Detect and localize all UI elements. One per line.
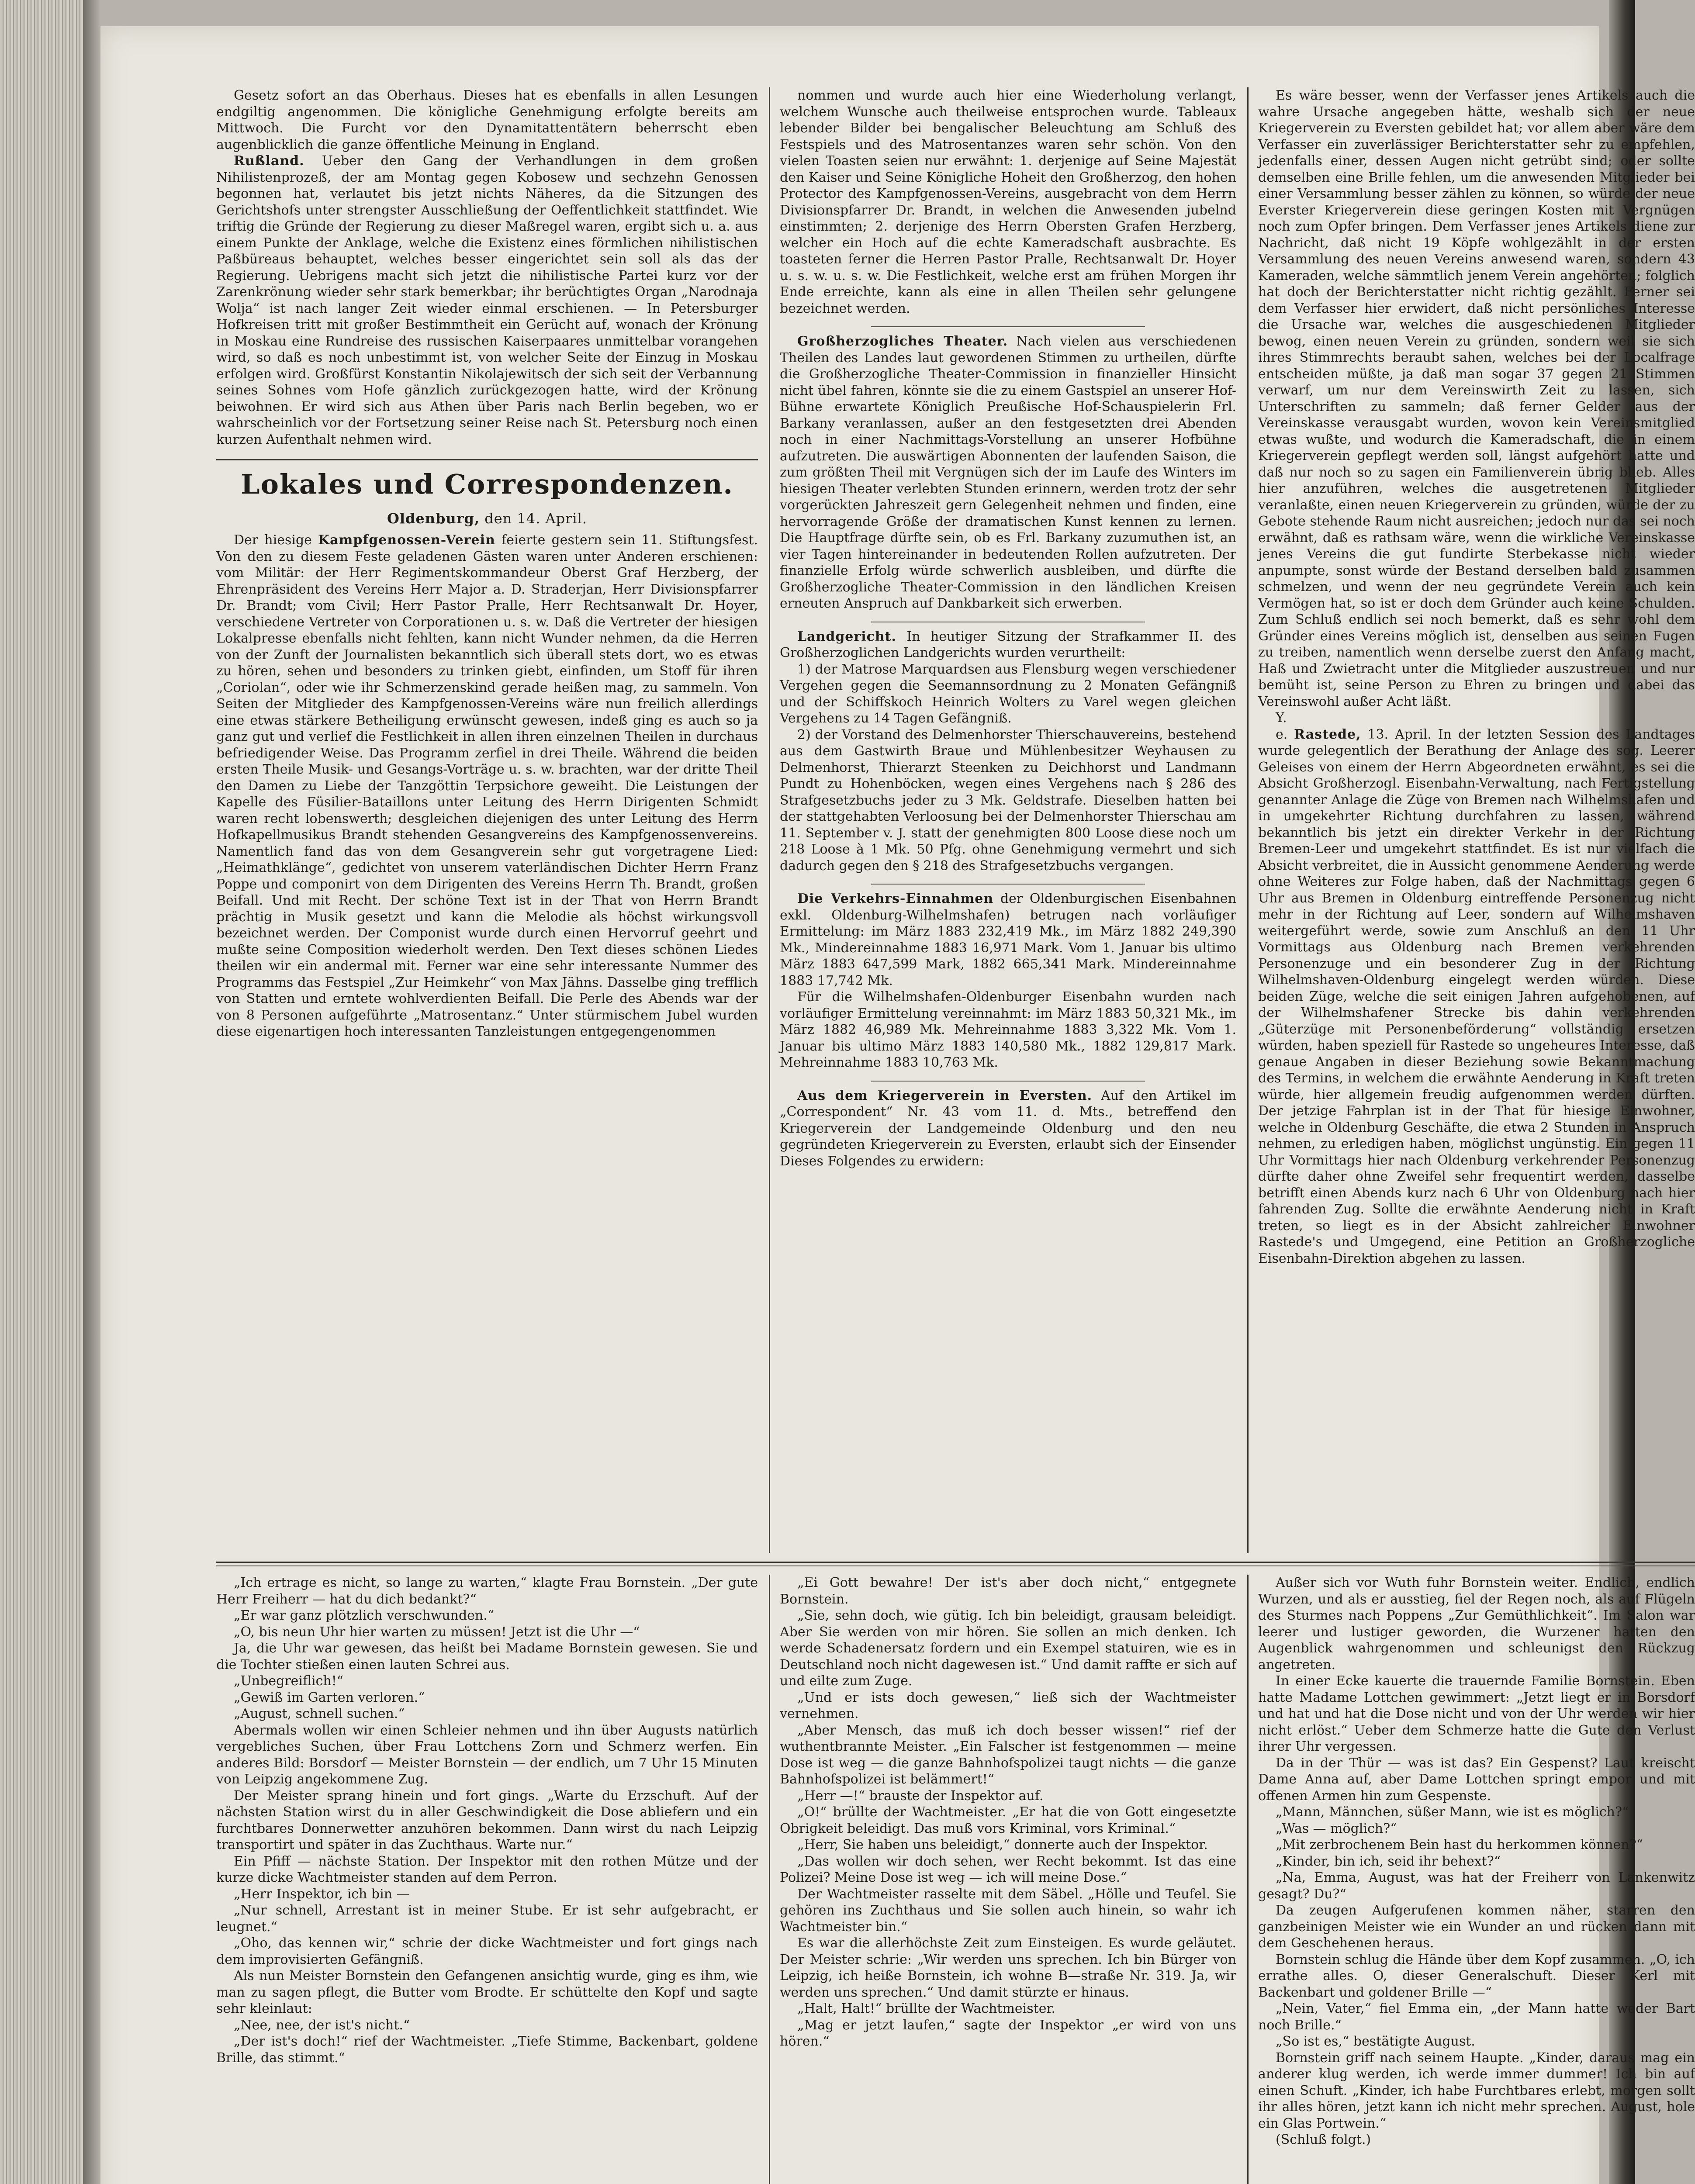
feuilleton-paragraph: „Gewiß im Garten verloren.“	[234, 1690, 425, 1705]
to-be-continued-note: (Schluß folgt.)	[1276, 2132, 1371, 2147]
feuilleton-paragraph: „Halt, Halt!“ brüllte der Wachtmeister.	[797, 2001, 1056, 2016]
england-article-end: Gesetz sofort an das Oberhaus. Dieses hat es ebenfalls in allen Lesungen endgiltig angenommen. Die königliche Genehmigung erfolgte bereits am Mittwoch. Die Furcht vor den Dynamitattentätern beherrscht eben augenblicklich die ganze öffentliche Meinung in England.	[216, 88, 758, 152]
landgericht-body: In heutiger Sitzung der Strafkammer II. des Großherzoglichen Landgerichts wurden verurtheilt:	[780, 629, 1236, 660]
rastede-heading: Rastede,	[1294, 726, 1361, 742]
kampfgenossen-article: Der hiesige Kampfgenossen-Verein feierte gestern sein 11. Stiftungsfest. Von den zu diesem Feste geladenen Gästen waren unter Anderen erschienen: vom Militär: der Herr Regimentskommandeur Oberst Graf Herzberg, der Ehrenpräsident des Vereins Herr Major a. D. Straderjan, Herr Divisionspfarrer Dr. Brandt; vom Civil; Herr Pastor Pralle, Herr Rechtsanwalt Dr. Hoyer, verschiedene Vertreter von Corporationen u. s. w. Daß die Vertreter der hiesigen Lokalpresse ebenfalls nicht fehlten, kann nicht Wunder nehmen, da die Herren von der Zunft der Journalisten bekanntlich sich überall stets dort, wo es etwas zu hören, sehen und besonders zu trinken giebt, einfinden, um Stoff für ihren „Coriolan“, oder wie ihr Schmerzenskind gerade heißen mag, zu sammeln. Von Seiten der Mitglieder des Kampfgenossen-Vereins wäre nun freilich allerdings eine etwas stärkere Betheiligung erwünscht gewesen, indeß ging es auch so ja ganz gut und verlief die Festlichkeit in allen ihren einzelnen Theilen in durchaus befriedigender Weise. Das Programm zerfiel in drei Theile. Während die beiden ersten Theile Musik- und Gesangs-Vorträge u. s. w. brachten, war der dritte Theil den Damen zu Liebe der Tanzgöttin Terpsichore geweiht. Die Leistungen der Kapelle des Füsilier-Bataillons unter Leitung des Herrn Dirigenten Schmidt waren recht lobenswerth; desgleichen diejenigen des unter Leitung des Herrn Hofkapellmusikus Brandt stehenden Gesangvereins des Kampfgenossenvereins. Namentlich fand das von dem Gesangverein sehr gut vorgetragene Lied: „Heimathklänge“, gedichtet von unserem vaterländischen Dichter Herrn Franz Poppe und componirt von dem Dirigenten des Vereins Herrn Th. Brandt, großen Beifall. Und mit Recht. Der schöne Text ist in der That von Herrn Brandt prächtig in Musik gesetzt und kann die Melodie als höchst wirkungsvoll bezeichnet werden. Der Componist wurde durch einen Hervorruf geehrt und mußte seine Composition wiederholt werden. Den Text dieses schönen Liedes theilen wir ein andermal mit. Ferner war eine sehr interessante Nummer des Programms das Festspiel „Zur Heimkehr“ von Max Jähns. Dasselbe ging trefflich von Statten und erntete wohlverdienten Beifall. Die Perle des Abends war der von 8 Personen aufgeführte „Matrosentanz.“ Unter stürmischem Jubel wurden diese eigenartigen hoch interessanten Tanzleistungen entgegengenommen	[216, 532, 758, 1039]
article-separator	[871, 326, 1145, 327]
feuilleton-paragraph: „Mann, Männchen, süßer Mann, wie ist es möglich?“	[1276, 1804, 1629, 1820]
dateline	[216, 508, 758, 529]
feuilleton-paragraph: Ein Pfiff — nächste Station. Der Inspektor mit den rothen Mütze und der kurze dicke Wachtmeister standen auf dem Perron.	[216, 1853, 758, 1885]
feuilleton-paragraph: „Und er ists doch gewesen,“ ließ sich der Wachtmeister vernehmen.	[780, 1690, 1236, 1721]
feuilleton-paragraph: „Ei Gott bewahre! Der ist's aber doch nicht,“ entgegnete Bornstein.	[780, 1575, 1236, 1607]
feuilleton-paragraph: „Kinder, bin ich, seid ihr behext?“	[1276, 1853, 1501, 1869]
feuilleton-paragraph: In einer Ecke kauerte die trauernde Familie Bornstein. Eben hatte Madame Lottchen gewimmert: „Jetzt liegt er in Borsdorf und hat und hat die Dose nicht und von der Uhr werden wir hier nicht erlöst.“ Ueber dem Schmerze hatte die Gute den Verlust ihrer Uhr vergessen.	[1258, 1673, 1695, 1754]
feuilleton-paragraph: „Mit zerbrochenem Bein hast du herkommen können?“	[1276, 1837, 1643, 1852]
feuilleton-paragraph: „Ich ertrage es nicht, so lange zu warten,“ klagte Frau Bornstein. „Der gute Herr Freiherr — hat du dich bedankt?“	[216, 1575, 758, 1607]
feuilleton-paragraph: Der Wachtmeister rasselte mit dem Säbel. „Hölle und Teufel. Sie gehören ins Zuchthaus und Sie sollen auch hinein, so wahr ich Wachtmeister bin.“	[780, 1886, 1236, 1935]
kampfgenossen-continued: nommen und wurde auch hier eine Wiederholung verlangt, welchem Wunsche auch theilweise entsprochen wurde. Tableaux lebender Bilder bei bengalischer Beleuchtung am Schluß des Festspiels und des Matrosentanzes waren sehr schön. Von den vielen Toasten seien nur erwähnt: 1. derjenige auf Seine Majestät den Kaiser und Seine Königliche Hoheit den Großherzog, den hohen Protector des Kampfgenossen-Vereins, ausgebracht von dem Herrn Divisionspfarrer Dr. Brandt, in welchen die Anwesenden jubelnd einstimmten; 2. derjenige des Herrn Obersten Grafen Herzberg, welcher ein Hoch auf die echte Kameradschaft ausbrachte. Es toasteten ferner die Herren Pastor Pralle, Rechtsanwalt Dr. Hoyer u. s. w. u. s. w. Die Festlichkeit, welche erst am frühen Morgen ihr Ende erreichte, kann als eine in allen Theilen sehr gelungene bezeichnet werden.	[780, 88, 1236, 316]
feuilleton-paragraph: „Was — möglich?“	[1276, 1821, 1397, 1836]
landgericht-item-1: 1) der Matrose Marquardsen aus Flensburg wegen verschiedener Vergehen gegen die Seemannsordnung zu 2 Monaten Gefängniß und der Schiffskoch Heinrich Wolters zu Varel wegen gleichen Vergehens zu 14 Tagen Gefängniß.	[780, 661, 1236, 726]
dateline-date: den 14. April.	[484, 510, 587, 527]
kampfgenossen-body: feierte gestern sein 11. Stiftungsfest. Von den zu diesem Feste geladenen Gästen waren unter Anderen erschienen: vom Militär: der Herr Regimentskommandeur Oberst Graf Herzberg, der Ehrenpräsident des Vereins Herr Major a. D. Straderjan, Herr Divisionspfarrer Dr. Brandt; vom Civil; Herr Pastor Pralle, Herr Rechtsanwalt Dr. Hoyer, verschiedene Vertreter von Corporationen u. s. w. Daß die Vertreter der hiesigen Lokalpresse ebenfalls nicht fehlten, kann nicht Wunder nehmen, da die Herren von der Zunft der Journalisten bekanntlich sich überall stets dort, wo es etwas zu hören, sehen und besonders zu trinken giebt, einfinden, um Stoff für ihren „Coriolan“, oder wie ihr Schmerzenskind gerade heißen mag, zu sammeln. Von Seiten der Mitglieder des Kampfgenossen-Vereins wäre nun freilich allerdings eine etwas stärkere Betheiligung erwünscht gewesen, indeß ging es auch so ja ganz gut und verlief die Festlichkeit in allen ihren einzelnen Theilen in durchaus befriedigender Weise. Das Programm zerfiel in drei Theile. Während die beiden ersten Theile Musik- und Gesangs-Vorträge u. s. w. brachten, war der dritte Theil den Damen zu Liebe der Tanzgöttin Terpsichore geweiht. Die Leistungen der Kapelle des Füsilier-Bataillons unter Leitung des Herrn Dirigenten Schmidt waren recht lobenswerth; desgleichen diejenigen des unter Leitung des Herrn Hofkapellmusikus Brandt stehenden Gesangvereins des Kampfgenossenvereins. Namentlich fand das von dem Gesangverein sehr gut vorgetragene Lied: „Heimathklänge“, gedichtet von unserem vaterländischen Dichter Herrn Franz Poppe und componirt von dem Dirigenten des Vereins Herrn Th. Brandt, großen Beifall. Und mit Recht. Der schöne Text ist in der That von Herrn Brandt prächtig in Musik gesetzt und kann die Melodie als höchst wirkungsvoll bezeichnet werden. Der Componist wurde durch einen Hervorruf geehrt und mußte seine Composition wiederholt werden. Den Text dieses schönen Liedes theilen wir ein andermal mit. Ferner war eine sehr interessante Nummer des Programms das Festspiel „Zur Heimkehr“ von Max Jähns. Dasselbe ging trefflich von Statten und erntete wohlverdienten Beifall. Die Perle des Abends war der von 8 Personen aufgeführte „Matrosentanz.“ Unter stürmischem Jubel wurden diese eigenartigen hoch interessanten Tanzleistungen entgegengenommen	[216, 532, 758, 1039]
feuilleton-column-3	[1258, 1575, 1695, 2184]
feuilleton-column-1	[216, 1575, 758, 2184]
feuilleton-paragraph: „Nur schnell, Arrestant ist in meiner Stube. Er ist sehr aufgebracht, er leugnet.“	[216, 1903, 758, 1935]
article-separator	[871, 1081, 1145, 1082]
feuilleton-paragraph: „Der ist's doch!“ rief der Wachtmeister. „Tiefe Stimme, Backenbart, goldene Brille, das stimmt.“	[216, 2034, 758, 2066]
feuilleton-paragraph: Der Meister sprang hinein und fort gings. „Warte du Erzschuft. Auf der nächsten Station wirst du in aller Geschwindigkeit die Dose abliefern und ein furchtbares Donnerwetter anzuhören bekommen. Dann wirst du nach Leipzig transportirt und später in das Zuchthaus. Warte nur.“	[216, 1788, 758, 1852]
theater-body: Nach vielen aus verschiedenen Theilen des Landes laut gewordenen Stimmen zu urtheilen, dürfte die Großherzogliche Theater-Commission in finanzieller Hinsicht nicht übel fahren, könnte sie die zu einem Gastspiel an unserer Hof-Bühne erwartete Königlich Preußische Hof-Schauspielerin Frl. Barkany veranlassen, außer an den festgesetzten drei Abenden noch in einer Nachmittags-Vorstellung an unserer Hofbühne aufzutreten. Die auswärtigen Abonnenten der laufenden Saison, die zum größten Theil mit Vergnügen sich der im Laufe des Winters im hiesigen Theater verlebten Stunden erinnern, werden trotz der sehr vorgerückten Jahreszeit gern Gelegenheit nehmen und finden, eine hervorragende Größe der dramatischen Kunst kennen zu lernen. Die Hauptfrage dürfte sein, ob es Frl. Barkany zuzumuthen ist, an vier Tagen hintereinander in bedeutenden Rollen aufzutreten. Der finanzielle Erfolg würde schwerlich ausbleiben, und dürfte die Großherzogliche Theater-Commission in den ländlichen Kreisen erneuten Anspruch auf Dankbarkeit sich erwerben.	[780, 334, 1236, 611]
kriegerverein-signature: Y.	[1276, 710, 1287, 726]
feuilleton-paragraph: Abermals wollen wir einen Schleier nehmen und ihn über Augusts natürlich vergebliches Suchen, über Frau Lottchens Zorn und Schmerz werfen. Ein anderes Bild: Borsdorf — Meister Bornstein — der endlich, um 7 Uhr 15 Minuten von Leipzig angekommene Zug.	[216, 1722, 758, 1787]
feuilleton-paragraph: Es war die allerhöchste Zeit zum Einsteigen. Es wurde geläutet. Der Meister schrie: „Wir werden uns sprechen. Ich bin Bürger von Leipzig, ich heiße Bornstein, ich wohne B—straße Nr. 319. Ja, wir werden uns sprechen.“ Und damit stürzte er hinaus.	[780, 1935, 1236, 2000]
page-edges	[0, 0, 83, 2184]
feuilleton-rule-2	[1247, 1575, 1249, 2184]
feuilleton-divider	[216, 1562, 1695, 1563]
article-separator	[871, 884, 1145, 885]
column-rule-1	[769, 87, 770, 1553]
verkehr-article	[780, 891, 1236, 989]
feuilleton-paragraph: „Oho, das kennen wir,“ schrie der dicke Wachtmeister und fort gings nach dem improvisierten Gefängniß.	[216, 1935, 758, 1967]
theater-heading: Großherzogliches Theater.	[797, 334, 1008, 349]
feuilleton-paragraph: Ja, die Uhr war gewesen, das heißt bei Madame Bornstein gewesen. Sie und die Tochter stießen einen lauten Schrei aus.	[216, 1641, 758, 1673]
feuilleton-rule-1	[769, 1575, 770, 2184]
feuilleton-paragraph: „Unbegreiflich!“	[234, 1673, 344, 1689]
russland-article	[216, 153, 758, 448]
rastede-body: In der letzten Session des Landtages wurde gelegentlich der Berathung der Anlage des sog. Leerer Geleises von einem der Herrn Abgeordneten erwähnt, es sei die Absicht Großherzogl. Eisenbahn-Verwaltung, nach Fertigstellung genannter Anlage die Züge von Bremen nach Wilhelmshafen und in umgekehrter Richtung durchfahren zu lassen, während bekanntlich bis jetzt ein direkter Verkehr in der Richtung Bremen-Leer und umgekehrt stattfindet. Es ist nur vielfach die Absicht verbreitet, die in Aussicht genommene Aenderung werde ohne Weiteres zur Folge haben, daß der Nachmittags gegen 6 Uhr aus Bremen in Oldenburg eintreffende Personenzug nicht mehr in der Richtung auf Leer, sondern auf Wilhelmshaven weitergeführt werde, sowie zum Anschluß an den 11 Uhr Vormittags aus Oldenburg nach Bremen verkehrenden Personenzuge und ein besonderer Zug in der Richtung Wilhelmshaven-Oldenburg eingelegt werden würden. Diese beiden Züge, welche die seit einigen Jahren aufgehobenen, auf der Wilhelmshafener Strecke bis dahin verkehrenden „Güterzüge mit Personenbeförderung“ vollständig ersetzen würden, haben speziell für Rastede so ungeheures Interesse, daß genaue Angaben in dieser Beziehung sowie Bekanntmachung des Termins, in welchem die erwähnte Aenderung in Kraft treten würde, hier allgemein freudig aufgenommen werden dürften. Der jetzige Fahrplan ist in der That für hiesige Einwohner, welche in Oldenburg Geschäfte, die etwa 2 Stunden in Anspruch nehmen, zu erledigen haben, möglichst ungünstig. Ein gegen 11 Uhr Vormittags hier nach Oldenburg verkehrender Personenzug dürfte daher ohne Zweifel sehr frequentirt werden, dasselbe betrifft einen Abends kurz nach 6 Uhr von Oldenburg nach hier fahrenden Zug. Sollte die erwähnte Aenderung nicht in Kraft treten, so liegt es in der Absicht zahlreicher Einwohner Rastede's und Umgegend, eine Petition an Großherzogliche Eisenbahn-Direktion abgehen zu lassen.	[1258, 726, 1695, 1266]
kriegerverein-body: Auf den Artikel im „Correspondent“ Nr. 43 vom 11. d. Mts., betreffend den Kriegerverein der Landgemeinde Oldenburg und den neu gegründeten Kriegerverein zu Eversten, erlaubt sich der Einsender Dieses Folgendes zu erwidern:	[780, 1088, 1237, 1169]
feuilleton-paragraph: Da zeugen Aufgerufenen kommen näher, starren den ganzbeinigen Meister wie ein Wunder an und rücken dann mit dem Geschehenen heraus.	[1258, 1903, 1695, 1951]
feuilleton-column-2	[780, 1575, 1236, 2184]
russland-body: Ueber den Gang der Verhandlungen in dem großen Nihilistenprozeß, der am Montag gegen Kobosew und sechzehn Genossen begonnen hat, verlautet bis jetzt nichts Näheres, da die Sitzungen des Gerichtshofs unter strengster Ausschließung der Oeffentlichkeit stattfindet. Wie triftig die Gründe der Regierung zu dieser Maßregel waren, ergibt sich u. a. aus einem Punkte der Anklage, welche die Existenz eines förmlichen nihilistischen Paßbüreaus behauptet, welches besser eingerichtet sein soll als das der Regierung. Uebrigens macht sich jetzt die nihilistische Partei kurz vor der Zarenkrönung wieder sehr stark bemerkbar; ihr berüchtigtes Organ „Narodnaja Wolja“ ist nach langer Zeit wieder einmal erschienen. — In Petersburger Hofkreisen tritt mit großer Bestimmtheit ein Gerücht auf, wonach der Krönung in Moskau eine Rundreise des russischen Kaiserpaares unmittelbar vorangehen wird, so daß es noch unbestimmt ist, von welcher Seite der Einzug in Moskau erfolgen wird. Großfürst Konstantin Nikolajewitsch der sich seit der Verbannung seines Sohnes vom Hofe gänzlich zurückgezogen hatte, wird der Krönung beiwohnen. Er wird sich aus Athen über Paris nach Berlin begeben, wo er wahrscheinlich vor der Fortsetzung seiner Reise nach St. Petersburg noch einen kurzen Aufenthalt nehmen wird.	[216, 153, 758, 447]
feuilleton-paragraph: „Nein, Vater,“ fiel Emma ein, „der Mann hatte weder Bart noch Brille.“	[1258, 2001, 1695, 2033]
feuilleton-paragraph: „Na, Emma, August, was hat der Freiherr von Lankenwitz gesagt? Du?“	[1258, 1870, 1695, 1902]
feuilleton-paragraph: „August, schnell suchen.“	[234, 1706, 405, 1721]
feuilleton-paragraph: „So ist es,“ bestätigte August.	[1276, 2034, 1475, 2049]
column-2	[780, 87, 1236, 1553]
column-3	[1258, 87, 1695, 1553]
feuilleton-paragraph: Bornstein griff nach seinem Haupte. „Kinder, daraus mag ein anderer klug werden, ich werde immer dummer! Ich bin auf einen Schuft. „Kinder, ich habe Furchtbares erlebt, morgen sollt ihr alles hören, jetzt kann ich nicht mehr sprechen. August, hole ein Glas Portwein.“	[1258, 2050, 1695, 2131]
feuilleton-paragraph: Da in der Thür — was ist das? Ein Gespenst? Laut kreischt Dame Anna auf, aber Dame Lottchen springt empor und mit offenen Armen hin zum Gespenste.	[1258, 1755, 1695, 1804]
section-title: Lokales und Correspondenzen.	[240, 468, 733, 500]
russland-heading: Rußland.	[234, 153, 304, 169]
feuilleton-paragraph: „Er war ganz plötzlich verschwunden.“	[234, 1608, 495, 1623]
theater-article	[780, 333, 1236, 612]
feuilleton-paragraph: „Herr Inspektor, ich bin —	[234, 1886, 410, 1902]
feuilleton-paragraph: „Sie, sehn doch, wie gütig. Ich bin beleidigt, grausam beleidigt. Aber Sie werden von mir hören. Sie sollen an mich denken. Ich werde Schadenersatz fordern und ein Exempel statuiren, wie es in Deutschland noch nicht dagewesen ist.“ Und damit raffte er sich auf und eilte zum Zuge.	[780, 1608, 1236, 1689]
verkehr-body-2: Für die Wilhelmshafen-Oldenburger Eisenbahn wurden nach vorläufiger Ermittelung vereinnahmt: im März 1883 50,321 Mk., im März 1882 46,989 Mk. Mehreinnahme 1883 3,322 Mk. Vom 1. Januar bis ultimo März 1883 140,580 Mk., 1882 129,817 Mark. Mehreinnahme 1883 10,763 Mk.	[780, 989, 1236, 1070]
feuilleton-paragraph: Außer sich vor Wuth fuhr Bornstein weiter. Endlich, endlich Wurzen, und als er ausstieg, fiel der Regen noch, als auf Flügeln des Sturmes nach Poppens „Zur Gemüthlichkeit“. Im Salon war leerer und lustiger geworden, die Wurzener hatten den Augenblick wahrgenommen und schleunigst den Rückzug angetreten.	[1258, 1575, 1695, 1673]
feuilleton-paragraph: „Aber Mensch, das muß ich doch besser wissen!“ rief der wuthentbrannte Meister. „Ein Falscher ist festgenommen — meine Dose ist weg — die ganze Bahnhofspolizei taugt nichts — die ganze Bahnhofspolizei ist belämmert!“	[780, 1722, 1236, 1787]
feuilleton-paragraph: Bornstein schlug die Hände über dem Kopf zusammen. „O, ich errathe alles. O, dieser Generalschuft. Dieser Kerl mit Backenbart und goldener Brille —“	[1258, 1952, 1695, 2000]
rastede-date: 13. April.	[1367, 726, 1432, 742]
kriegerverein-continued: Es wäre besser, wenn der Verfasser jenes Artikels auch die wahre Ursache angegeben hätte, weshalb sich der neue Kriegerverein zu Eversten gebildet hat; vor allem aber wäre dem Verfasser ein zuverlässiger Berichterstatter sehr zu empfehlen, jedenfalls einer, dessen Augen nicht getrübt sind; oder sollte demselben eine Brille fehlen, um die anwesenden Mitglieder bei einer Versammlung besser zählen zu können, so würde der neue Everster Kriegerverein diese geringen Kosten mit Vergnügen noch zum Opfer bringen. Dem Verfasser jenes Artikels diene zur Nachricht, daß nicht 19 Köpfe wohlgezählt in der ersten Versammlung des neuen Vereins anwesend waren, sondern 43 Kameraden, welche sämmtlich jenem Verein angehörten; folglich hat doch der Berichterstatter nicht richtig gezählt. Ferner sei dem Verfasser hier erwidert, daß nicht persönliches Interesse die Ursache war, welches die ausgeschiedenen Mitglieder bewog, einen neuen Verein zu gründen, sondern weil sie sich ihres Stimmrechts beraubt sahen, welches bei der Localfrage entscheiden müßte, ja daß man sogar 37 gegen 21 Stimmen verwarf, um nur dem Vereinswirth Zeit zu lassen, sich Unterschriften zu sammeln; daß ferner Gelder aus der Vereinskasse verausgabt wurden, wovon kein Vereinsmitglied etwas wußte, und wodurch die Kameradschaft, die in einem Kriegerverein gepflegt werden soll, längst aufgehört hatte und daß nur noch so zu sagen ein Familienverein übrig blieb. Alles hier anzuführen, welches die ausgetretenen Mitglieder veranlaßte, einen neuen Kriegerverein zu gründen, würde der zu Gebote stehende Raum nicht ausreichen; jedoch nur das sei noch erwähnt, daß es rathsam wäre, wenn die wirkliche Vereinskasse jenes Vereins die gut fundirte Sterbekasse nicht wieder anpumpte, sonst würde der Bestand derselben bald zusammen schmelzen, und wenn der neu gegründete Verein auch kein Vermögen hat, so ist er doch dem Gründer auch keine Schulden. Zum Schluß endlich sei noch bemerkt, daß es sehr wohl dem Gründer eines Vereins möglich ist, denselben aus seinen Fugen zu treiben, namentlich wenn derselbe zuerst den Anfang macht, Haß und Zwietracht unter die Mitglieder auszustreuen und nur bemüht ist, seine Person zu Ehren zu bringen und dabei das Vereinswohl außer Acht läßt.	[1258, 88, 1695, 709]
feuilleton-paragraph: „Herr, Sie haben uns beleidigt,“ donnerte auch der Inspektor.	[797, 1837, 1208, 1852]
rastede-article: e. Rastede, 13. April. In der letzten Session des Landtages wurde gelegentlich der Berathung der Anlage des sog. Leerer Geleises von einem der Herrn Abgeordneten erwähnt, es sei die Absicht Großherzogl. Eisenbahn-Verwaltung, nach Fertigstellung genannter Anlage die Züge von Bremen nach Wilhelmshafen und in umgekehrter Richtung durchfahren zu lassen, während bekanntlich bis jetzt ein direkter Verkehr in der Richtung Bremen-Leer und umgekehrt stattfindet. Es ist nur vielfach die Absicht verbreitet, die in Aussicht genommene Aenderung werde ohne Weiteres zur Folge haben, daß der Nachmittags gegen 6 Uhr aus Bremen in Oldenburg eintreffende Personenzug nicht mehr in der Richtung auf Leer, sondern auf Wilhelmshaven weitergeführt werde, sowie zum Anschluß an den 11 Uhr Vormittags aus Oldenburg nach Bremen verkehrenden Personenzuge und ein besonderer Zug in der Richtung Wilhelmshaven-Oldenburg eingelegt werden würden. Diese beiden Züge, welche die seit einigen Jahren aufgehobenen, auf der Wilhelmshafener Strecke bis dahin verkehrenden „Güterzüge mit Personenbeförderung“ vollständig ersetzen würden, haben speziell für Rastede so ungeheures Interesse, daß genaue Angaben in dieser Beziehung sowie Bekanntmachung des Termins, in welchem die erwähnte Aenderung in Kraft treten würde, hier allgemein freudig aufgenommen werden dürften. Der jetzige Fahrplan ist in der That für hiesige Einwohner, welche in Oldenburg Geschäfte, die etwa 2 Stunden in Anspruch nehmen, zu erledigen haben, möglichst ungünstig. Ein gegen 11 Uhr Vormittags hier nach Oldenburg verkehrender Personenzug dürfte daher ohne Zweifel sehr frequentirt werden, dasselbe betrifft einen Abends kurz nach 6 Uhr von Oldenburg nach hier fahrenden Zug. Sollte die erwähnte Aenderung nicht in Kraft treten, so liegt es in der Absicht zahlreicher Einwohner Rastede's und Umgegend, eine Petition an Großherzogliche Eisenbahn-Direktion abgehen zu lassen.	[1258, 726, 1695, 1266]
kriegerverein-article	[780, 1088, 1236, 1170]
landgericht-item-2: 2) der Vorstand des Delmenhorster Thierschauvereins, bestehend aus dem Gastwirth Braue und Mühlenbesitzer Weyhausen zu Delmenhorst, Thierarzt Steenken zu Deichhorst und Landmann Pundt zu Hohenböcken, wegen eines Vergehens nach § 286 des Strafgesetzbuchs jeder zu 3 Mk. Geldstrafe. Dieselben hatten bei der stattgehabten Verloosung bei der Delmenhorster Thierschau am 11. September v. J. statt der genehmigten 800 Loose diese noch um 218 Loose à 1 Mk. 50 Pfg. ohne Genehmigung vermehrt und sich dadurch gegen den § 218 des Strafgesetzbuchs vergangen.	[780, 727, 1236, 874]
dateline-city: Oldenburg,	[387, 510, 480, 527]
verkehr-heading: Die Verkehrs-Einnahmen	[797, 891, 994, 906]
feuilleton-paragraph: „Mag er jetzt laufen,“ sagte der Inspektor „er wird von uns hören.“	[780, 2017, 1236, 2049]
feuilleton-paragraph: „O!“ brüllte der Wachtmeister. „Er hat die von Gott eingesetzte Obrigkeit beleidigt. Das muß vors Kriminal, vors Kriminal.“	[780, 1804, 1236, 1836]
edge-shadow	[83, 0, 100, 2184]
feuilleton-paragraph: „Herr —!“ brauste der Inspektor auf.	[797, 1788, 1044, 1804]
newspaper-page	[100, 26, 1695, 2184]
landgericht-article	[780, 629, 1236, 661]
column-1	[216, 87, 758, 1553]
verkehr-body: der Oldenburgischen Eisenbahnen exkl. Oldenburg-Wilhelmshafen) betrugen nach vorläufiger Ermittelung: im März 1883 232,419 Mk., im März 1882 249,390 Mk., Mindereinnahme 1883 16,971 Mark. Vom 1. Januar bis ultimo März 1883 647,599 Mark, 1882 665,341 Mark. Mindereinnahme 1883 17,742 Mk.	[780, 891, 1237, 988]
column-rule-2	[1247, 87, 1249, 1553]
feuilleton-divider-inner	[216, 1565, 1695, 1566]
feuilleton-paragraph: „Nee, nee, der ist's nicht.“	[234, 2017, 410, 2033]
kampfgenossen-heading: Kampfgenossen-Verein	[318, 532, 495, 548]
feuilleton-paragraph: „O, bis neun Uhr hier warten zu müssen! Jetzt ist die Uhr —“	[234, 1624, 640, 1640]
feuilleton-paragraph: Als nun Meister Bornstein den Gefangenen ansichtig wurde, ging es ihm, wie man zu sagen pflegt, die Butter vom Brodte. Er schüttelte den Kopf und sagte sehr kleinlaut:	[216, 1968, 758, 2016]
landgericht-heading: Landgericht.	[797, 629, 896, 644]
kriegerverein-heading: Aus dem Kriegerverein in Eversten.	[797, 1088, 1093, 1103]
section-divider	[216, 459, 758, 460]
feuilleton-paragraph: „Das wollen wir doch sehen, wer Recht bekommt. Ist das eine Polizei? Meine Dose ist weg — ich will meine Dose.“	[780, 1853, 1236, 1885]
